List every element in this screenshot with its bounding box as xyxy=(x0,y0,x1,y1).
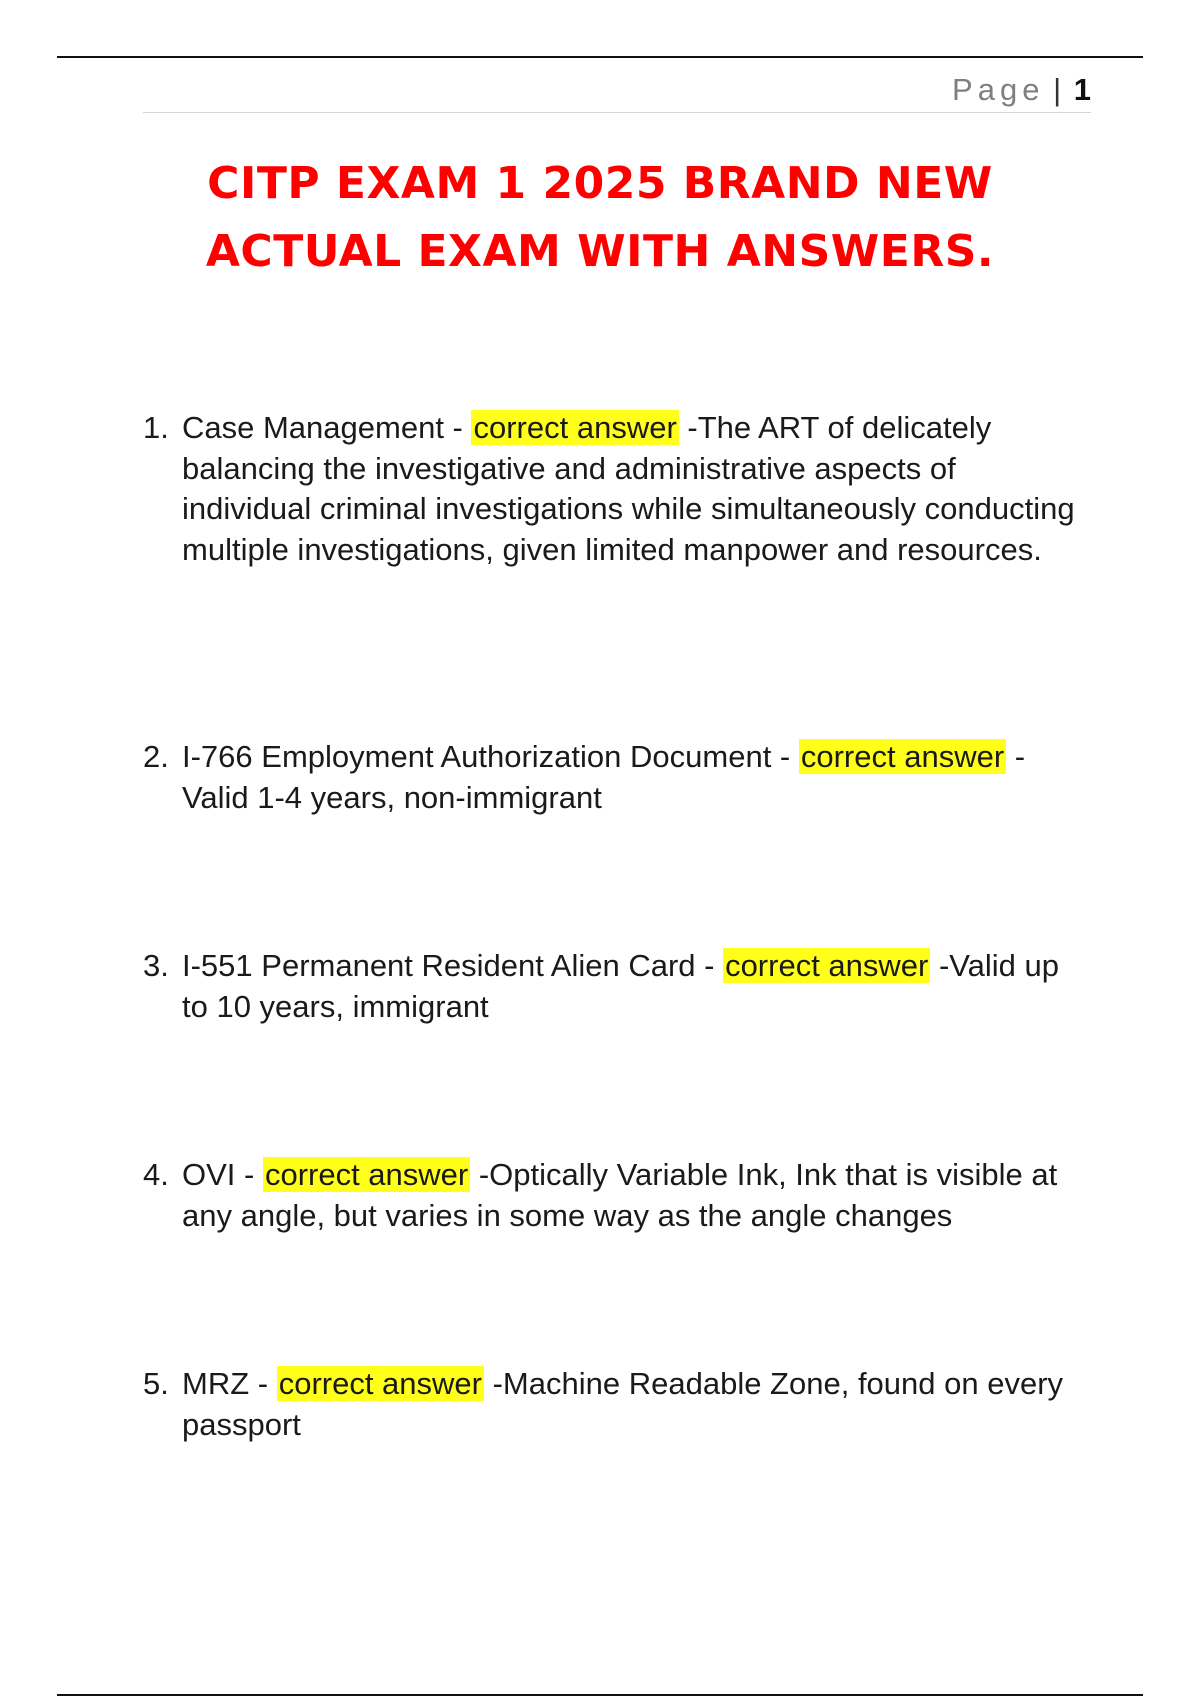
answer-highlight: correct answer xyxy=(264,1157,469,1192)
page-header xyxy=(143,68,1091,113)
page-number: 1 xyxy=(1073,72,1091,107)
title-line-1: CITP EXAM 1 2025 BRAND NEW xyxy=(207,158,993,209)
item-term: I-766 Employment Authorization Document - xyxy=(182,739,799,774)
item-definition: -The ART of delicately balancing the investigative and administrative aspects of individual criminal investigations while simultaneously conducting multiple investigations, given limited manpower and resources. xyxy=(182,410,1075,567)
item-term: I-551 Permanent Resident Alien Card - xyxy=(182,948,724,983)
item-definition: -Machine Readable Zone, found on every passport xyxy=(182,1366,1064,1442)
item-number: 2. xyxy=(143,739,169,774)
item-number: 4. xyxy=(143,1157,169,1192)
item-term: Case Management - xyxy=(182,410,472,445)
item-number: 5. xyxy=(143,1366,169,1401)
item-definition: -Valid up to 10 years, immigrant xyxy=(182,948,1060,1024)
qa-item xyxy=(143,408,1088,570)
answer-highlight: correct answer xyxy=(800,739,1005,774)
item-definition: - Valid 1-4 years, non-immigrant xyxy=(182,739,1026,815)
bottom-rule xyxy=(57,1694,1143,1696)
page-separator: | xyxy=(1053,72,1062,107)
qa-item xyxy=(143,1155,1088,1236)
item-number: 1. xyxy=(143,410,169,445)
item-definition: -Optically Variable Ink, Ink that is visible at any angle, but varies in some way as the angle changes xyxy=(182,1157,1058,1233)
item-number: 3. xyxy=(143,948,169,983)
item-term: OVI - xyxy=(182,1157,263,1192)
title-line-2: ACTUAL EXAM WITH ANSWERS. xyxy=(205,226,995,277)
item-term: MRZ - xyxy=(182,1366,277,1401)
top-rule xyxy=(57,56,1143,58)
qa-item xyxy=(143,1364,1088,1445)
page-label: Page xyxy=(952,72,1045,107)
qa-item xyxy=(143,737,1088,818)
answer-highlight: correct answer xyxy=(473,410,677,445)
answer-highlight: correct answer xyxy=(725,948,929,983)
document-title xyxy=(100,150,1100,286)
answer-highlight: correct answer xyxy=(278,1366,482,1401)
qa-item xyxy=(143,946,1088,1027)
